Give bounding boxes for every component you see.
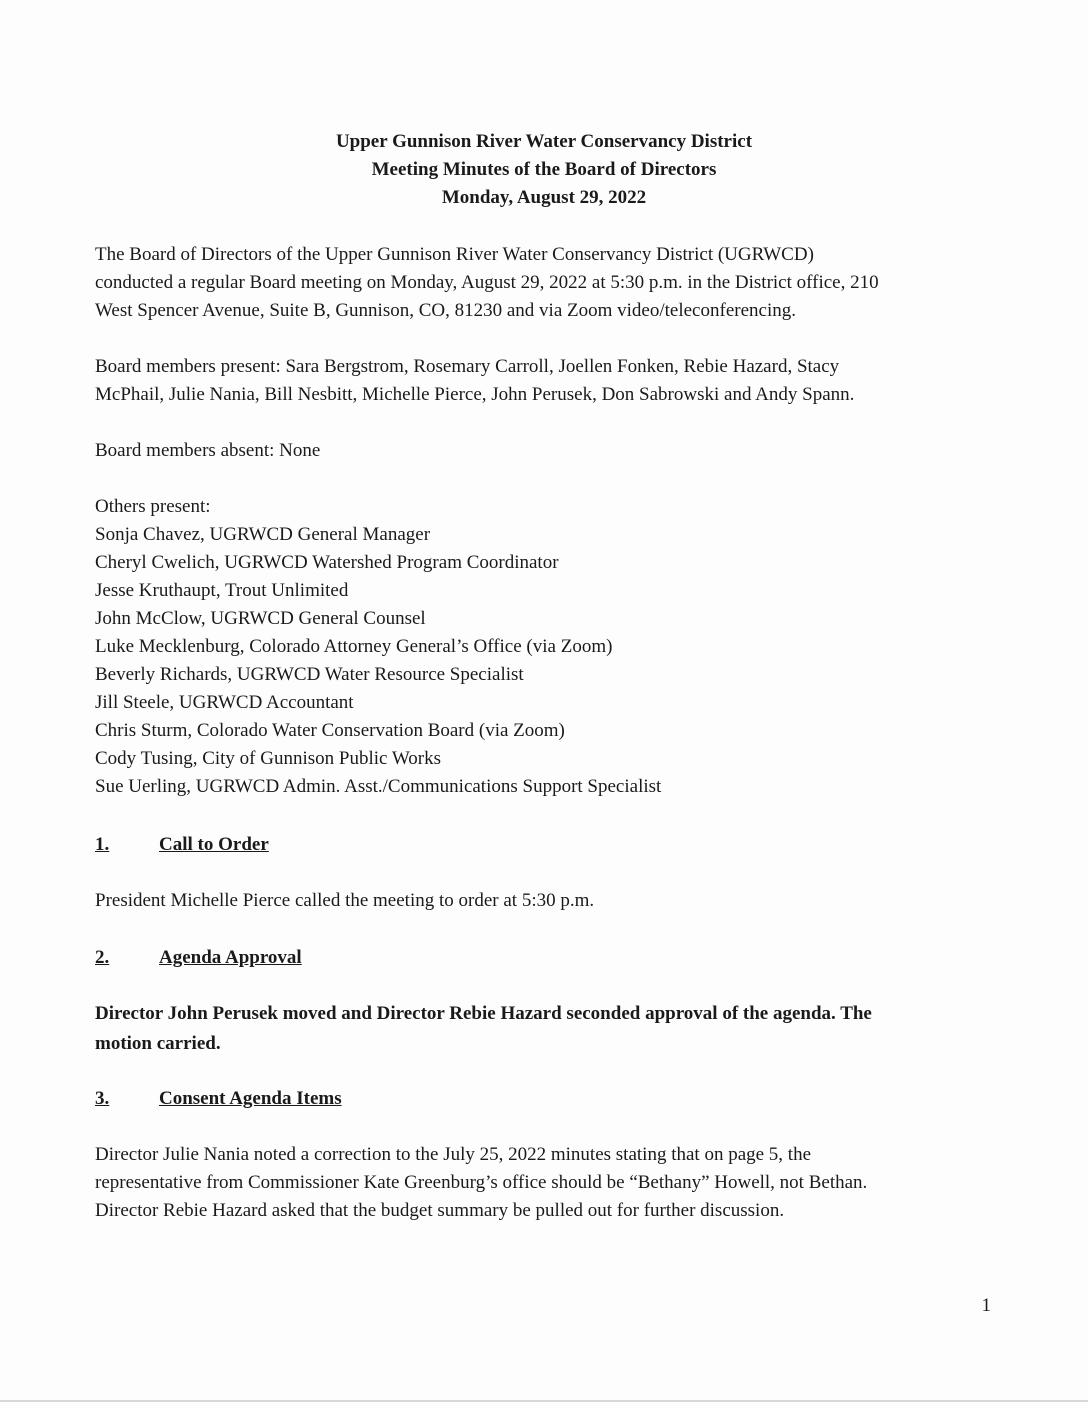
scan-edge-rule — [0, 1400, 1088, 1402]
section-heading-call-to-order — [95, 831, 269, 859]
call-to-order-paragraph — [95, 887, 995, 915]
section-number: 1. — [95, 834, 110, 855]
consent-line: representative from Commissioner Kate Greenburg’s office should be “Bethany” Howell, not Bethan. — [95, 1172, 868, 1193]
header-title: Meeting Minutes of the Board of Directors — [371, 159, 717, 180]
page-number: 1 — [981, 1295, 991, 1316]
section-title: Call to Order — [159, 834, 269, 855]
attendee-item: John McClow, UGRWCD General Counsel — [95, 608, 426, 629]
intro-line: The Board of Directors of the Upper Gunnison River Water Conservancy District (UGRWCD) — [95, 244, 814, 265]
header-organization: Upper Gunnison River Water Conservancy District — [335, 131, 753, 152]
section-title: Agenda Approval — [159, 947, 302, 968]
absent-line: Board members absent: None — [95, 440, 321, 461]
section-heading-consent-agenda — [95, 1085, 342, 1113]
intro-paragraph — [95, 241, 995, 325]
attendee-item: Beverly Richards, UGRWCD Water Resource Specialist — [95, 664, 524, 685]
motion-line: motion carried. — [95, 1033, 221, 1054]
section-number: 2. — [95, 947, 110, 968]
attendee-item: Chris Sturm, Colorado Water Conservation Board (via Zoom) — [95, 720, 565, 741]
agenda-motion — [95, 999, 995, 1059]
consent-line: Director Julie Nania noted a correction to the July 25, 2022 minutes stating that on page 5, the — [95, 1144, 812, 1165]
present-line: Board members present: Sara Bergstrom, Rosemary Carroll, Joellen Fonken, Rebie Hazard, Stacy — [95, 356, 840, 377]
others-heading: Others present: — [95, 496, 211, 517]
present-line: McPhail, Julie Nania, Bill Nesbitt, Michelle Pierce, John Perusek, Don Sabrowski and Andy Spann. — [95, 384, 855, 405]
section-number: 3. — [95, 1088, 110, 1109]
section-heading-agenda-approval — [95, 944, 302, 972]
consent-line: Director Rebie Hazard asked that the budget summary be pulled out for further discussion. — [95, 1200, 785, 1221]
motion-line: Director John Perusek moved and Director Rebie Hazard seconded approval of the agenda. The — [95, 1003, 872, 1024]
intro-line: conducted a regular Board meeting on Monday, August 29, 2022 at 5:30 p.m. in the District office, 210 — [95, 272, 879, 293]
attendee-item: Jill Steele, UGRWCD Accountant — [95, 692, 354, 713]
board-absent-paragraph — [95, 437, 995, 465]
attendee-item: Sue Uerling, UGRWCD Admin. Asst./Communications Support Specialist — [95, 776, 662, 797]
intro-line: West Spencer Avenue, Suite B, Gunnison, CO, 81230 and via Zoom video/teleconferencing. — [95, 300, 796, 321]
attendee-item: Jesse Kruthaupt, Trout Unlimited — [95, 580, 349, 601]
section-title: Consent Agenda Items — [159, 1088, 342, 1109]
attendee-item: Cheryl Cwelich, UGRWCD Watershed Program Coordinator — [95, 552, 559, 573]
header-date: Monday, August 29, 2022 — [441, 187, 647, 208]
document-header — [0, 128, 1088, 212]
attendee-item: Luke Mecklenburg, Colorado Attorney General’s Office (via Zoom) — [95, 636, 613, 657]
call-to-order-line: President Michelle Pierce called the meeting to order at 5:30 p.m. — [95, 890, 595, 911]
board-present-paragraph — [95, 353, 995, 409]
attendee-item: Cody Tusing, City of Gunnison Public Works — [95, 748, 441, 769]
consent-agenda-paragraph — [95, 1141, 995, 1225]
attendee-item: Sonja Chavez, UGRWCD General Manager — [95, 524, 431, 545]
others-present-block — [95, 493, 995, 801]
